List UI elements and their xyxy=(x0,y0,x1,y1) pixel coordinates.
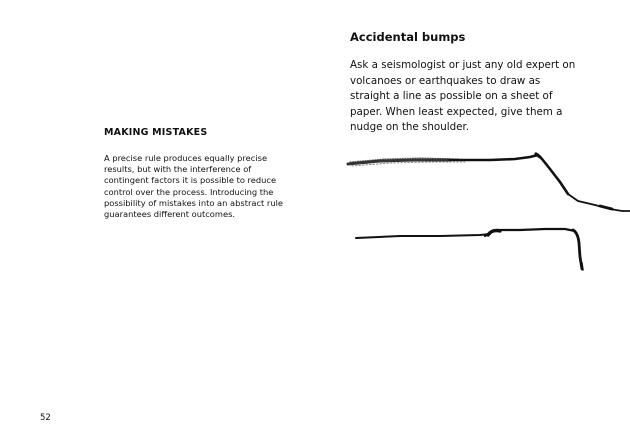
bumped-lines-illustration xyxy=(340,145,630,275)
making-mistakes-heading: MAKING MISTAKES xyxy=(104,127,208,138)
accidental-bumps-paragraph: Ask a seismologist or just any old expert on volcanoes or earthquakes to draw as straight a line as possible on a sheet of paper. When least expected, give them a nudge on the shoulder. xyxy=(350,59,576,134)
right-column xyxy=(350,29,580,136)
left-column xyxy=(104,127,284,220)
first-bumped-line xyxy=(348,154,630,211)
page-number: 52 xyxy=(40,413,51,423)
second-bumped-line xyxy=(356,229,583,270)
accidental-bumps-heading: Accidental bumps xyxy=(350,30,466,44)
making-mistakes-paragraph: A precise rule produces equally precise results, but with the interference of contingent factors it is possible to reduce control over the process. Introducing the possibility of mistakes into an abstract rule guarantees different outcomes. xyxy=(104,153,283,220)
